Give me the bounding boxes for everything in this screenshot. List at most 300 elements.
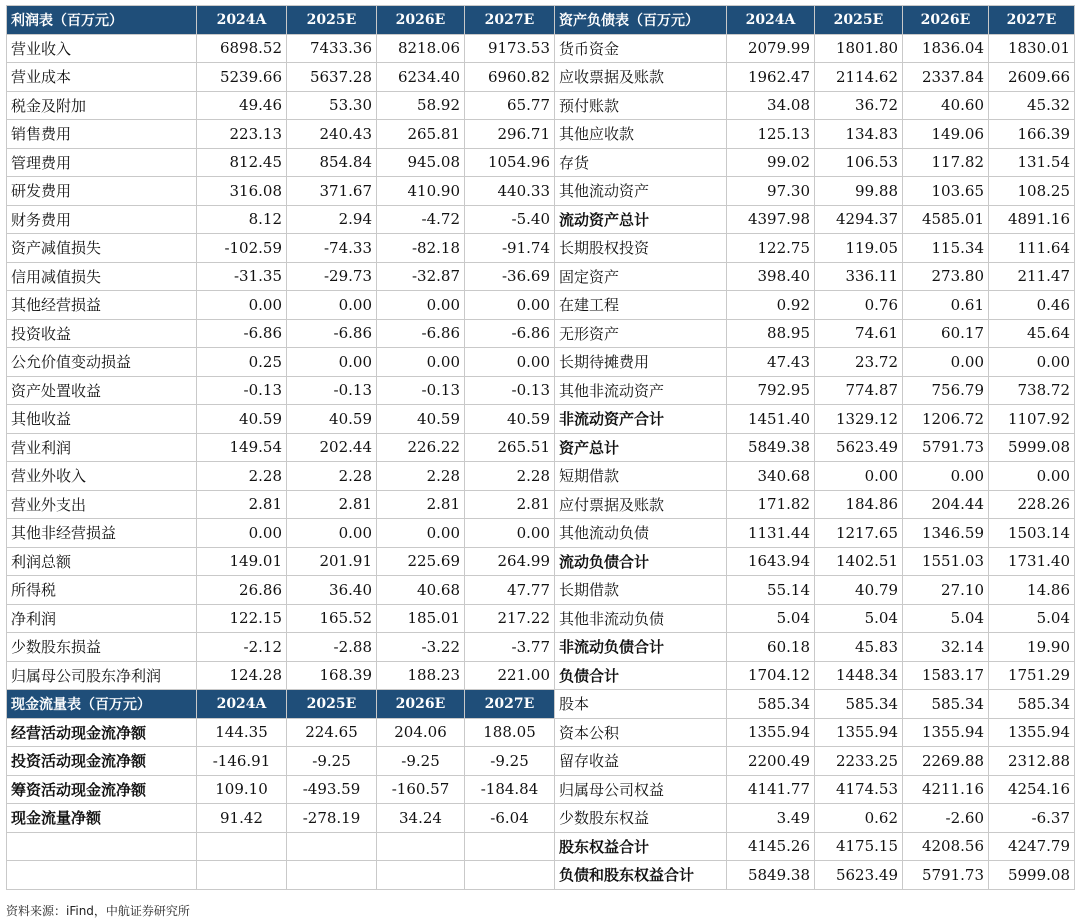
table-row — [7, 148, 555, 177]
row-label: 营业外收入 — [7, 462, 197, 491]
value-cell: 168.39 — [287, 661, 377, 690]
value-cell: 1355.94 — [903, 718, 989, 747]
value-cell: 36.40 — [287, 576, 377, 605]
table-row — [555, 633, 1075, 662]
value-cell: 2.81 — [377, 490, 465, 519]
column-header: 2026E — [377, 6, 465, 35]
value-cell: 0.00 — [287, 291, 377, 320]
value-cell: 149.01 — [197, 547, 287, 576]
table-title: 现金流量表（百万元） — [7, 690, 197, 719]
value-cell: 340.68 — [727, 462, 815, 491]
value-cell: 1962.47 — [727, 63, 815, 92]
row-label: 在建工程 — [555, 291, 727, 320]
value-cell: 117.82 — [903, 148, 989, 177]
value-cell: 1346.59 — [903, 519, 989, 548]
value-cell: -6.86 — [377, 319, 465, 348]
value-cell: -29.73 — [287, 262, 377, 291]
row-label: 信用减值损失 — [7, 262, 197, 291]
value-cell: 0.61 — [903, 291, 989, 320]
row-label: 其他非流动资产 — [555, 376, 727, 405]
row-label: 资产减值损失 — [7, 234, 197, 263]
value-cell: 188.23 — [377, 661, 465, 690]
value-cell: 2079.99 — [727, 34, 815, 63]
row-label: 长期待摊费用 — [555, 348, 727, 377]
value-cell: -184.84 — [465, 775, 555, 804]
table-row — [555, 34, 1075, 63]
row-label: 流动资产总计 — [555, 205, 727, 234]
value-cell: 149.54 — [197, 433, 287, 462]
value-cell: 7433.36 — [287, 34, 377, 63]
value-cell: 4208.56 — [903, 832, 989, 861]
value-cell: 5623.49 — [815, 433, 903, 462]
table-row — [555, 775, 1075, 804]
row-label: 筹资活动现金流净额 — [7, 775, 197, 804]
table-row — [7, 405, 555, 434]
table-row — [7, 291, 555, 320]
row-label: 流动负债合计 — [555, 547, 727, 576]
value-cell: 34.24 — [377, 804, 465, 833]
value-cell: 40.68 — [377, 576, 465, 605]
value-cell: 134.83 — [815, 120, 903, 149]
value-cell: 398.40 — [727, 262, 815, 291]
value-cell: 19.90 — [989, 633, 1075, 662]
value-cell: 74.61 — [815, 319, 903, 348]
value-cell: -160.57 — [377, 775, 465, 804]
value-cell: -32.87 — [377, 262, 465, 291]
table-row — [7, 747, 555, 776]
row-label: 净利润 — [7, 604, 197, 633]
empty-cell — [465, 832, 555, 861]
empty-cell — [287, 861, 377, 890]
value-cell: 27.10 — [903, 576, 989, 605]
value-cell: 65.77 — [465, 91, 555, 120]
row-label: 其他流动资产 — [555, 177, 727, 206]
value-cell: 55.14 — [727, 576, 815, 605]
value-cell: 0.00 — [465, 291, 555, 320]
value-cell: 60.17 — [903, 319, 989, 348]
value-cell: 3.49 — [727, 804, 815, 833]
value-cell: 166.39 — [989, 120, 1075, 149]
row-label: 营业收入 — [7, 34, 197, 63]
row-label: 资本公积 — [555, 718, 727, 747]
value-cell: 774.87 — [815, 376, 903, 405]
value-cell: 4211.16 — [903, 775, 989, 804]
value-cell: 14.86 — [989, 576, 1075, 605]
row-label: 股本 — [555, 690, 727, 719]
table-row — [555, 234, 1075, 263]
table-row — [7, 804, 555, 833]
empty-row — [7, 861, 555, 890]
row-label: 其他非流动负债 — [555, 604, 727, 633]
empty-cell — [7, 861, 197, 890]
value-cell: 0.00 — [815, 462, 903, 491]
table-row — [555, 462, 1075, 491]
value-cell: -0.13 — [197, 376, 287, 405]
value-cell: 2312.88 — [989, 747, 1075, 776]
value-cell: 122.75 — [727, 234, 815, 263]
value-cell: 40.60 — [903, 91, 989, 120]
value-cell: -3.77 — [465, 633, 555, 662]
income-header-row — [7, 6, 555, 35]
row-label: 销售费用 — [7, 120, 197, 149]
column-header: 2025E — [287, 690, 377, 719]
table-row — [7, 34, 555, 63]
value-cell: -4.72 — [377, 205, 465, 234]
row-label: 预付账款 — [555, 91, 727, 120]
table-row — [555, 376, 1075, 405]
value-cell: -2.88 — [287, 633, 377, 662]
table-row — [7, 604, 555, 633]
row-label: 归属母公司权益 — [555, 775, 727, 804]
value-cell: 188.05 — [465, 718, 555, 747]
value-cell: 2269.88 — [903, 747, 989, 776]
table-row — [7, 234, 555, 263]
value-cell: 144.35 — [197, 718, 287, 747]
table-row — [7, 262, 555, 291]
value-cell: 265.51 — [465, 433, 555, 462]
row-label: 货币资金 — [555, 34, 727, 63]
value-cell: 1107.92 — [989, 405, 1075, 434]
value-cell: 0.00 — [903, 348, 989, 377]
value-cell: 49.46 — [197, 91, 287, 120]
value-cell: 273.80 — [903, 262, 989, 291]
value-cell: -5.40 — [465, 205, 555, 234]
empty-cell — [197, 832, 287, 861]
column-header: 2024A — [727, 6, 815, 35]
value-cell: 223.13 — [197, 120, 287, 149]
value-cell: 0.00 — [989, 348, 1075, 377]
value-cell: 201.91 — [287, 547, 377, 576]
value-cell: 4175.15 — [815, 832, 903, 861]
value-cell: 47.43 — [727, 348, 815, 377]
table-row — [555, 832, 1075, 861]
table-row — [555, 405, 1075, 434]
value-cell: 40.59 — [287, 405, 377, 434]
row-label: 所得税 — [7, 576, 197, 605]
value-cell: 2.81 — [197, 490, 287, 519]
row-label: 归属母公司股东净利润 — [7, 661, 197, 690]
value-cell: 6234.40 — [377, 63, 465, 92]
value-cell: 32.14 — [903, 633, 989, 662]
value-cell: 4585.01 — [903, 205, 989, 234]
value-cell: -0.13 — [287, 376, 377, 405]
value-cell: 225.69 — [377, 547, 465, 576]
value-cell: -9.25 — [287, 747, 377, 776]
table-row — [555, 262, 1075, 291]
value-cell: 5999.08 — [989, 433, 1075, 462]
value-cell: -278.19 — [287, 804, 377, 833]
empty-cell — [287, 832, 377, 861]
value-cell: 1355.94 — [727, 718, 815, 747]
row-label: 应收票据及账款 — [555, 63, 727, 92]
value-cell: 4891.16 — [989, 205, 1075, 234]
value-cell: 265.81 — [377, 120, 465, 149]
value-cell: 4397.98 — [727, 205, 815, 234]
column-header: 2025E — [815, 6, 903, 35]
row-label: 少数股东损益 — [7, 633, 197, 662]
value-cell: 202.44 — [287, 433, 377, 462]
value-cell: 0.92 — [727, 291, 815, 320]
value-cell: -3.22 — [377, 633, 465, 662]
balance-header-row — [555, 6, 1075, 35]
value-cell: -493.59 — [287, 775, 377, 804]
value-cell: -102.59 — [197, 234, 287, 263]
value-cell: 111.64 — [989, 234, 1075, 263]
empty-cell — [197, 861, 287, 890]
value-cell: 812.45 — [197, 148, 287, 177]
table-row — [7, 348, 555, 377]
row-label: 负债合计 — [555, 661, 727, 690]
value-cell: 945.08 — [377, 148, 465, 177]
row-label: 其他非经营损益 — [7, 519, 197, 548]
value-cell: 1503.14 — [989, 519, 1075, 548]
table-row — [555, 804, 1075, 833]
row-label: 股东权益合计 — [555, 832, 727, 861]
value-cell: 410.90 — [377, 177, 465, 206]
empty-cell — [377, 861, 465, 890]
empty-row — [7, 832, 555, 861]
table-row — [555, 63, 1075, 92]
value-cell: 1643.94 — [727, 547, 815, 576]
value-cell: -6.86 — [197, 319, 287, 348]
value-cell: 224.65 — [287, 718, 377, 747]
value-cell: 47.77 — [465, 576, 555, 605]
table-row — [555, 91, 1075, 120]
value-cell: 585.34 — [727, 690, 815, 719]
left-column-tables — [6, 5, 555, 890]
value-cell: 2337.84 — [903, 63, 989, 92]
row-label: 存货 — [555, 148, 727, 177]
table-row — [555, 519, 1075, 548]
value-cell: -0.13 — [465, 376, 555, 405]
row-label: 长期股权投资 — [555, 234, 727, 263]
value-cell: -9.25 — [465, 747, 555, 776]
value-cell: 99.88 — [815, 177, 903, 206]
table-row — [7, 547, 555, 576]
value-cell: 122.15 — [197, 604, 287, 633]
value-cell: 316.08 — [197, 177, 287, 206]
row-label: 现金流量净额 — [7, 804, 197, 833]
row-label: 非流动资产合计 — [555, 405, 727, 434]
value-cell: 226.22 — [377, 433, 465, 462]
value-cell: 756.79 — [903, 376, 989, 405]
column-header: 2024A — [197, 690, 287, 719]
value-cell: 1583.17 — [903, 661, 989, 690]
value-cell: 5791.73 — [903, 433, 989, 462]
row-label: 应付票据及账款 — [555, 490, 727, 519]
value-cell: 4254.16 — [989, 775, 1075, 804]
value-cell: 5.04 — [903, 604, 989, 633]
value-cell: 40.59 — [465, 405, 555, 434]
row-label: 管理费用 — [7, 148, 197, 177]
value-cell: 5.04 — [727, 604, 815, 633]
table-row — [7, 490, 555, 519]
table-row — [555, 148, 1075, 177]
empty-cell — [7, 832, 197, 861]
value-cell: 4247.79 — [989, 832, 1075, 861]
value-cell: 9173.53 — [465, 34, 555, 63]
value-cell: -6.86 — [465, 319, 555, 348]
cashflow-header-row — [7, 690, 555, 719]
value-cell: 165.52 — [287, 604, 377, 633]
value-cell: 296.71 — [465, 120, 555, 149]
column-header: 2025E — [287, 6, 377, 35]
row-label: 无形资产 — [555, 319, 727, 348]
table-row — [555, 604, 1075, 633]
value-cell: 792.95 — [727, 376, 815, 405]
value-cell: 0.25 — [197, 348, 287, 377]
table-row — [555, 120, 1075, 149]
value-cell: 0.00 — [465, 519, 555, 548]
table-row — [555, 661, 1075, 690]
value-cell: 1131.44 — [727, 519, 815, 548]
table-row — [555, 348, 1075, 377]
value-cell: 91.42 — [197, 804, 287, 833]
value-cell: 109.10 — [197, 775, 287, 804]
value-cell: -82.18 — [377, 234, 465, 263]
row-label: 留存收益 — [555, 747, 727, 776]
value-cell: 0.46 — [989, 291, 1075, 320]
value-cell: 8.12 — [197, 205, 287, 234]
value-cell: 5637.28 — [287, 63, 377, 92]
value-cell: 1329.12 — [815, 405, 903, 434]
table-row — [555, 291, 1075, 320]
value-cell: -6.04 — [465, 804, 555, 833]
value-cell: 36.72 — [815, 91, 903, 120]
row-label: 固定资产 — [555, 262, 727, 291]
value-cell: 2114.62 — [815, 63, 903, 92]
value-cell: -2.12 — [197, 633, 287, 662]
row-label: 利润总额 — [7, 547, 197, 576]
value-cell: -2.60 — [903, 804, 989, 833]
value-cell: 585.34 — [903, 690, 989, 719]
value-cell: 5239.66 — [197, 63, 287, 92]
value-cell: 585.34 — [989, 690, 1075, 719]
table-row — [7, 177, 555, 206]
value-cell: 4145.26 — [727, 832, 815, 861]
table-row — [555, 576, 1075, 605]
value-cell: 0.00 — [197, 519, 287, 548]
row-label: 其他收益 — [7, 405, 197, 434]
row-label: 投资收益 — [7, 319, 197, 348]
column-header: 2027E — [465, 6, 555, 35]
value-cell: 1801.80 — [815, 34, 903, 63]
table-row — [7, 376, 555, 405]
value-cell: 217.22 — [465, 604, 555, 633]
value-cell: 8218.06 — [377, 34, 465, 63]
table-row — [555, 747, 1075, 776]
value-cell: 40.59 — [377, 405, 465, 434]
column-header: 2027E — [465, 690, 555, 719]
row-label: 其他经营损益 — [7, 291, 197, 320]
value-cell: 585.34 — [815, 690, 903, 719]
source-note: 资料来源：iFind，中航证券研究所 — [6, 904, 190, 918]
value-cell: -6.86 — [287, 319, 377, 348]
value-cell: 131.54 — [989, 148, 1075, 177]
value-cell: 2233.25 — [815, 747, 903, 776]
row-label: 税金及附加 — [7, 91, 197, 120]
row-label: 营业成本 — [7, 63, 197, 92]
value-cell: 1731.40 — [989, 547, 1075, 576]
value-cell: 106.53 — [815, 148, 903, 177]
value-cell: 125.13 — [727, 120, 815, 149]
value-cell: 171.82 — [727, 490, 815, 519]
value-cell: 45.32 — [989, 91, 1075, 120]
value-cell: -74.33 — [287, 234, 377, 263]
value-cell: 115.34 — [903, 234, 989, 263]
value-cell: 99.02 — [727, 148, 815, 177]
row-label: 公允价值变动损益 — [7, 348, 197, 377]
value-cell: 45.83 — [815, 633, 903, 662]
row-label: 资产处置收益 — [7, 376, 197, 405]
value-cell: 184.86 — [815, 490, 903, 519]
table-row — [555, 547, 1075, 576]
value-cell: 149.06 — [903, 120, 989, 149]
row-label: 其他应收款 — [555, 120, 727, 149]
table-row — [7, 205, 555, 234]
value-cell: 204.44 — [903, 490, 989, 519]
table-row — [7, 462, 555, 491]
value-cell: 854.84 — [287, 148, 377, 177]
value-cell: 5.04 — [989, 604, 1075, 633]
table-row — [7, 519, 555, 548]
value-cell: 1448.34 — [815, 661, 903, 690]
value-cell: 0.62 — [815, 804, 903, 833]
value-cell: 119.05 — [815, 234, 903, 263]
value-cell: 60.18 — [727, 633, 815, 662]
table-row — [555, 718, 1075, 747]
value-cell: 5999.08 — [989, 861, 1075, 890]
row-label: 长期借款 — [555, 576, 727, 605]
value-cell: 264.99 — [465, 547, 555, 576]
row-label: 其他流动负债 — [555, 519, 727, 548]
value-cell: 40.79 — [815, 576, 903, 605]
value-cell: 40.59 — [197, 405, 287, 434]
table-row — [555, 205, 1075, 234]
value-cell: 26.86 — [197, 576, 287, 605]
value-cell: 97.30 — [727, 177, 815, 206]
row-label: 少数股东权益 — [555, 804, 727, 833]
value-cell: 53.30 — [287, 91, 377, 120]
table-row — [555, 177, 1075, 206]
balance-sheet-table — [554, 5, 1075, 890]
value-cell: 1355.94 — [989, 718, 1075, 747]
value-cell: 6898.52 — [197, 34, 287, 63]
value-cell: 1704.12 — [727, 661, 815, 690]
table-row — [7, 63, 555, 92]
value-cell: 45.64 — [989, 319, 1075, 348]
value-cell: 0.00 — [465, 348, 555, 377]
column-header: 2026E — [903, 6, 989, 35]
value-cell: 2.28 — [197, 462, 287, 491]
value-cell: 5849.38 — [727, 433, 815, 462]
value-cell: -6.37 — [989, 804, 1075, 833]
table-title: 资产负债表（百万元） — [555, 6, 727, 35]
table-row — [555, 690, 1075, 719]
value-cell: 2.81 — [465, 490, 555, 519]
value-cell: 0.00 — [989, 462, 1075, 491]
value-cell: 2.28 — [287, 462, 377, 491]
value-cell: 1402.51 — [815, 547, 903, 576]
table-title: 利润表（百万元） — [7, 6, 197, 35]
value-cell: 228.26 — [989, 490, 1075, 519]
value-cell: 1830.01 — [989, 34, 1075, 63]
value-cell: 4294.37 — [815, 205, 903, 234]
value-cell: 5.04 — [815, 604, 903, 633]
value-cell: 204.06 — [377, 718, 465, 747]
table-row — [7, 576, 555, 605]
column-header: 2024A — [197, 6, 287, 35]
